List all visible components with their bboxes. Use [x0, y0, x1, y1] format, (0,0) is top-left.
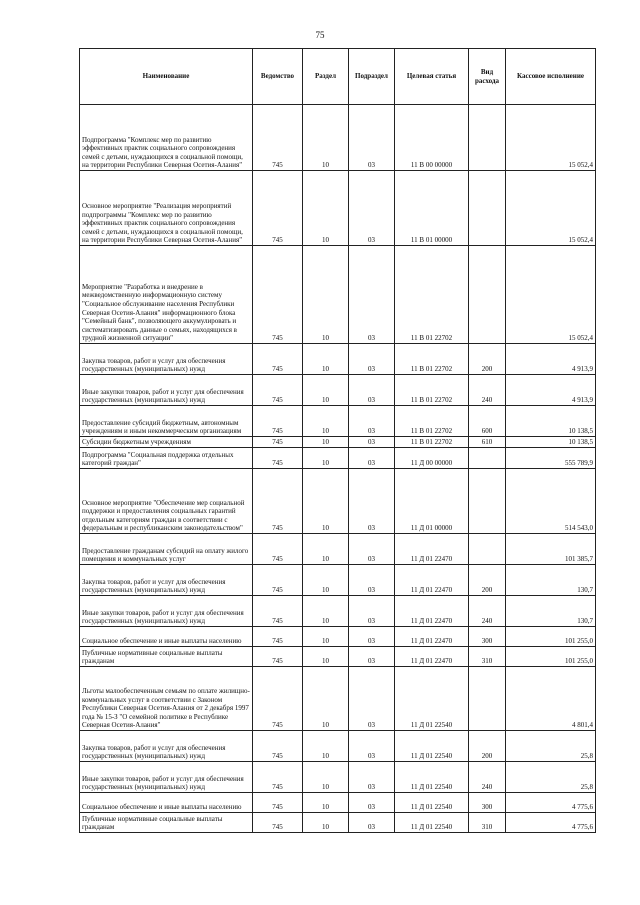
table-row [80, 534, 596, 565]
table-row [80, 469, 596, 534]
row-name-cell: Субсидии бюджетным учреждениям [80, 437, 253, 448]
row-department-cell: 745 [253, 731, 303, 762]
row-name-cell: Предоставление гражданам субсидий на оплату жилого помещения и коммунальных услуг [80, 534, 253, 565]
row-name-cell: Основное мероприятие "Обеспечение мер социальной поддержки и предоставления социальных гарантий отдельным категориям граждан в соответствии с федеральным и республиканским законодательством" [80, 469, 253, 534]
row-amount-cell: 25,8 [506, 731, 596, 762]
table-row [80, 375, 596, 406]
row-target-item-cell: 11 В 01 22702 [395, 437, 469, 448]
row-expense-type-cell [469, 534, 506, 565]
table-body [80, 105, 596, 833]
row-subsection-cell: 03 [349, 105, 395, 171]
row-target-item-cell: 11 В 01 22702 [395, 246, 469, 344]
row-section-cell: 10 [303, 171, 349, 246]
row-amount-cell: 101 255,0 [506, 627, 596, 647]
table-header-row [80, 49, 596, 105]
row-section-cell: 10 [303, 813, 349, 833]
row-expense-type-cell: 310 [469, 813, 506, 833]
table-row [80, 344, 596, 375]
row-name-cell: Иные закупки товаров, работ и услуг для обеспечения государственных (муниципальных) нужд [80, 762, 253, 793]
row-name-cell: Закупка товаров, работ и услуг для обеспечения государственных (муниципальных) нужд [80, 344, 253, 375]
row-amount-cell: 25,8 [506, 762, 596, 793]
row-name-cell: Мероприятие "Разработка и внедрение в межведомственную информационную систему "Социальное обслуживание населения Республики Северная Осетия-Алания" информационного блока "Семейный банк", позволяющего аккумулировать и систематизировать данные о семьях, находящихся в трудной жизненной ситуации" [80, 246, 253, 344]
table-row [80, 731, 596, 762]
row-name-cell: Подпрограмма "Социальная поддержка отдельных категорий граждан" [80, 448, 253, 469]
row-amount-cell: 4 913,9 [506, 344, 596, 375]
row-subsection-cell: 03 [349, 813, 395, 833]
row-subsection-cell: 03 [349, 731, 395, 762]
row-department-cell: 745 [253, 437, 303, 448]
row-amount-cell: 10 138,5 [506, 406, 596, 437]
row-subsection-cell: 03 [349, 667, 395, 731]
row-amount-cell: 15 052,4 [506, 171, 596, 246]
row-amount-cell: 10 138,5 [506, 437, 596, 448]
row-subsection-cell: 03 [349, 469, 395, 534]
row-section-cell: 10 [303, 344, 349, 375]
row-target-item-cell: 11 Д 01 22540 [395, 762, 469, 793]
row-name-cell: Основное мероприятие "Реализация мероприятий подпрограммы "Комплекс мер по развитию эффективных практик социального сопровождения семей с детьми, нуждающихся в социальной помощи, на территории Республики Северная Осетия-Алания" [80, 171, 253, 246]
row-name-cell: Предоставление субсидий бюджетным, автономным учреждениям и иным некоммерческим организациям [80, 406, 253, 437]
row-department-cell: 745 [253, 469, 303, 534]
row-target-item-cell: 11 Д 01 22470 [395, 627, 469, 647]
row-department-cell: 745 [253, 813, 303, 833]
row-expense-type-cell: 610 [469, 437, 506, 448]
table-row [80, 406, 596, 437]
row-subsection-cell: 03 [349, 762, 395, 793]
table-row [80, 813, 596, 833]
page-number: 75 [315, 30, 325, 40]
row-target-item-cell: 11 В 01 22702 [395, 375, 469, 406]
row-target-item-cell: 11 Д 01 22470 [395, 534, 469, 565]
header-expense-type: Вид расхода [469, 49, 506, 105]
row-amount-cell: 4 801,4 [506, 667, 596, 731]
row-target-item-cell: 11 Д 00 00000 [395, 448, 469, 469]
row-expense-type-cell: 310 [469, 647, 506, 667]
row-section-cell: 10 [303, 246, 349, 344]
row-target-item-cell: 11 В 01 00000 [395, 171, 469, 246]
row-department-cell: 745 [253, 171, 303, 246]
header-department: Ведомство [253, 49, 303, 105]
header-section: Раздел [303, 49, 349, 105]
row-expense-type-cell: 240 [469, 375, 506, 406]
row-target-item-cell: 11 Д 01 22470 [395, 647, 469, 667]
row-subsection-cell: 03 [349, 448, 395, 469]
row-subsection-cell: 03 [349, 437, 395, 448]
row-target-item-cell: 11 Д 01 22540 [395, 793, 469, 813]
row-section-cell: 10 [303, 627, 349, 647]
row-section-cell: 10 [303, 105, 349, 171]
row-amount-cell: 15 052,4 [506, 246, 596, 344]
row-department-cell: 745 [253, 448, 303, 469]
row-name-cell: Подпрограмма "Комплекс мер по развитию эффективных практик социального сопровождения семей с детьми, нуждающихся в социальной помощи, на территории Республики Северная Осетия-Алания" [80, 105, 253, 171]
table-row [80, 246, 596, 344]
row-subsection-cell: 03 [349, 375, 395, 406]
table-row [80, 647, 596, 667]
row-amount-cell: 101 385,7 [506, 534, 596, 565]
header-name: Наименование [80, 49, 253, 105]
row-department-cell: 745 [253, 246, 303, 344]
table-row [80, 565, 596, 596]
row-expense-type-cell [469, 105, 506, 171]
row-name-cell: Публичные нормативные социальные выплаты гражданам [80, 647, 253, 667]
row-name-cell: Публичные нормативные социальные выплаты гражданам [80, 813, 253, 833]
row-expense-type-cell [469, 469, 506, 534]
table-row [80, 667, 596, 731]
row-target-item-cell: 11 Д 01 22470 [395, 596, 469, 627]
row-section-cell: 10 [303, 534, 349, 565]
table-row [80, 793, 596, 813]
row-amount-cell: 15 052,4 [506, 105, 596, 171]
row-name-cell: Льготы малообеспеченным семьям по оплате жилищно-коммунальных услуг в соответствии с Законом Республики Северная Осетия-Алания от 2 декабря 1997 года № 15-З "О семейной политике в Республике Северная Осетия-Алания" [80, 667, 253, 731]
row-target-item-cell: 11 Д 01 22470 [395, 565, 469, 596]
row-amount-cell: 555 789,9 [506, 448, 596, 469]
row-expense-type-cell [469, 246, 506, 344]
row-subsection-cell: 03 [349, 344, 395, 375]
row-expense-type-cell [469, 171, 506, 246]
table-row [80, 762, 596, 793]
row-expense-type-cell: 240 [469, 596, 506, 627]
row-target-item-cell: 11 В 01 22702 [395, 344, 469, 375]
row-department-cell: 745 [253, 344, 303, 375]
row-section-cell: 10 [303, 731, 349, 762]
row-subsection-cell: 03 [349, 565, 395, 596]
table-row [80, 105, 596, 171]
row-department-cell: 745 [253, 534, 303, 565]
budget-table [79, 48, 596, 833]
row-amount-cell: 101 255,0 [506, 647, 596, 667]
row-subsection-cell: 03 [349, 534, 395, 565]
row-section-cell: 10 [303, 762, 349, 793]
row-target-item-cell: 11 В 01 22702 [395, 406, 469, 437]
row-department-cell: 745 [253, 596, 303, 627]
row-department-cell: 745 [253, 647, 303, 667]
row-department-cell: 745 [253, 565, 303, 596]
row-name-cell: Закупка товаров, работ и услуг для обеспечения государственных (муниципальных) нужд [80, 731, 253, 762]
row-name-cell: Социальное обеспечение и иные выплаты населению [80, 793, 253, 813]
row-name-cell: Закупка товаров, работ и услуг для обеспечения государственных (муниципальных) нужд [80, 565, 253, 596]
row-target-item-cell: 11 Д 01 00000 [395, 469, 469, 534]
row-department-cell: 745 [253, 375, 303, 406]
row-subsection-cell: 03 [349, 171, 395, 246]
row-section-cell: 10 [303, 667, 349, 731]
row-department-cell: 745 [253, 762, 303, 793]
table-row [80, 448, 596, 469]
row-expense-type-cell: 200 [469, 565, 506, 596]
row-expense-type-cell: 300 [469, 793, 506, 813]
row-amount-cell: 4 913,9 [506, 375, 596, 406]
row-section-cell: 10 [303, 793, 349, 813]
row-subsection-cell: 03 [349, 647, 395, 667]
row-target-item-cell: 11 Д 01 22540 [395, 667, 469, 731]
row-section-cell: 10 [303, 565, 349, 596]
table-row [80, 437, 596, 448]
row-amount-cell: 4 775,6 [506, 793, 596, 813]
row-expense-type-cell: 600 [469, 406, 506, 437]
row-target-item-cell: 11 В 00 00000 [395, 105, 469, 171]
row-amount-cell: 514 543,0 [506, 469, 596, 534]
row-amount-cell: 130,7 [506, 596, 596, 627]
row-subsection-cell: 03 [349, 596, 395, 627]
row-department-cell: 745 [253, 627, 303, 647]
table-row [80, 627, 596, 647]
row-name-cell: Иные закупки товаров, работ и услуг для обеспечения государственных (муниципальных) нужд [80, 596, 253, 627]
row-section-cell: 10 [303, 647, 349, 667]
row-subsection-cell: 03 [349, 406, 395, 437]
row-subsection-cell: 03 [349, 246, 395, 344]
row-name-cell: Социальное обеспечение и иные выплаты населению [80, 627, 253, 647]
row-department-cell: 745 [253, 793, 303, 813]
row-section-cell: 10 [303, 406, 349, 437]
row-expense-type-cell: 200 [469, 731, 506, 762]
row-name-cell: Иные закупки товаров, работ и услуг для обеспечения государственных (муниципальных) нужд [80, 375, 253, 406]
row-expense-type-cell: 240 [469, 762, 506, 793]
row-target-item-cell: 11 Д 01 22540 [395, 731, 469, 762]
row-expense-type-cell: 300 [469, 627, 506, 647]
table-row [80, 171, 596, 246]
row-section-cell: 10 [303, 375, 349, 406]
row-department-cell: 745 [253, 667, 303, 731]
row-expense-type-cell [469, 448, 506, 469]
row-subsection-cell: 03 [349, 793, 395, 813]
header-subsection: Подраздел [349, 49, 395, 105]
header-cash-execution: Кассовое исполнение [506, 49, 596, 105]
row-expense-type-cell [469, 667, 506, 731]
row-section-cell: 10 [303, 596, 349, 627]
row-amount-cell: 130,7 [506, 565, 596, 596]
row-department-cell: 745 [253, 406, 303, 437]
row-section-cell: 10 [303, 469, 349, 534]
row-subsection-cell: 03 [349, 627, 395, 647]
row-target-item-cell: 11 Д 01 22540 [395, 813, 469, 833]
row-section-cell: 10 [303, 448, 349, 469]
row-department-cell: 745 [253, 105, 303, 171]
row-section-cell: 10 [303, 437, 349, 448]
row-expense-type-cell: 200 [469, 344, 506, 375]
header-target-item: Целевая статья [395, 49, 469, 105]
table-row [80, 596, 596, 627]
row-amount-cell: 4 775,6 [506, 813, 596, 833]
